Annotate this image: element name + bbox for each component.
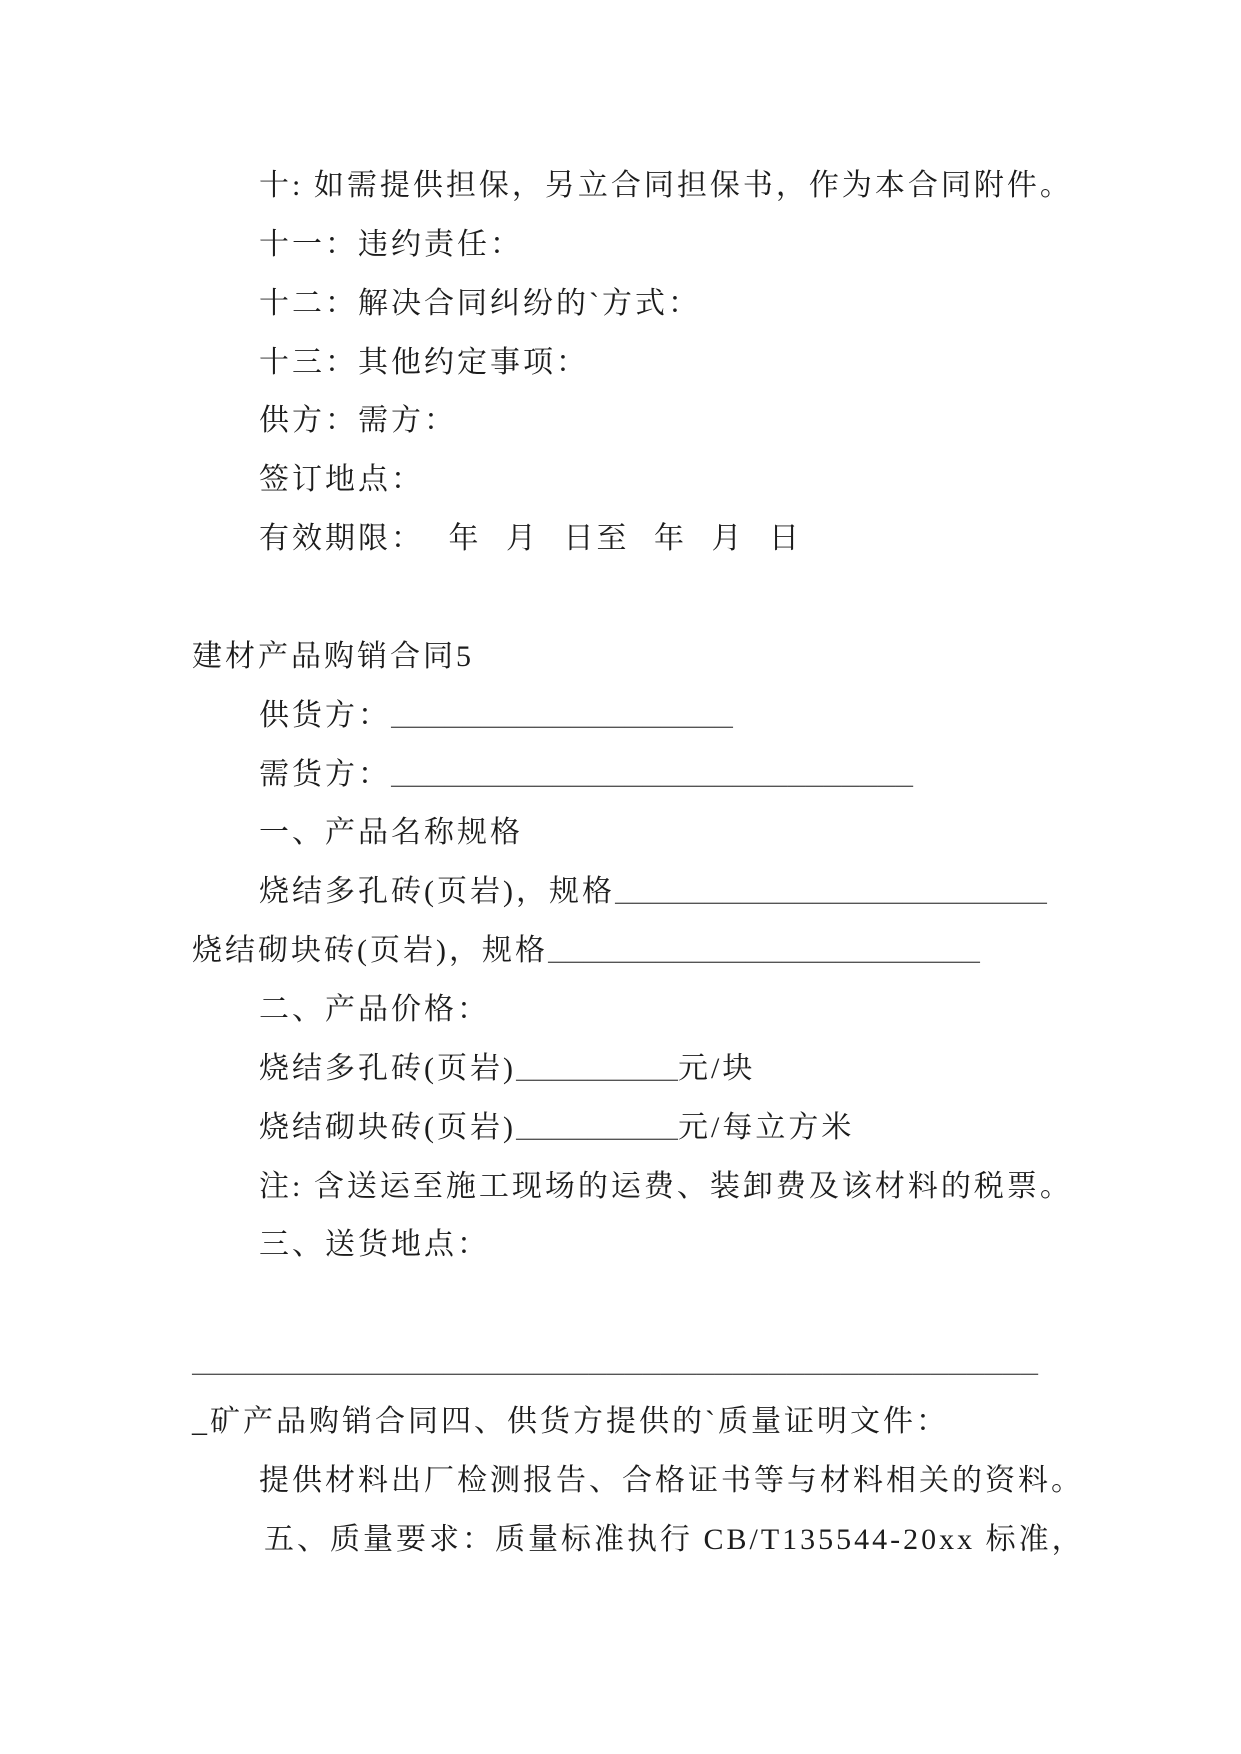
clause-13: 十三：其他约定事项： xyxy=(259,345,589,379)
spec-porous-label: 烧结多孔砖(页岩)，规格 xyxy=(259,875,615,909)
price-block-line xyxy=(0,1099,1241,1158)
quality-docs-line: 提供材料出厂检测报告、合格证书等与材料相关的资料。 xyxy=(259,1463,1084,1497)
buyer-blank: _____________________________ xyxy=(391,759,914,794)
delivery-address-line xyxy=(0,1334,1241,1393)
spec-porous-line xyxy=(0,863,1241,922)
spec-porous-blank: ________________________ xyxy=(614,877,1048,912)
buyer-label: 需货方： xyxy=(259,757,391,791)
spec-block-label: 烧结砌块砖(页岩)，规格 xyxy=(192,934,548,968)
delivery-address-blank: _______________________________________________ xyxy=(192,1348,1039,1383)
price-porous-label: 烧结多孔砖(页岩) xyxy=(259,1051,516,1085)
price-block-unit: 元/每立方米 xyxy=(678,1110,855,1144)
clause-10: 十: 如需提供担保，另立合同担保书，作为本合同附件。 xyxy=(259,169,1073,202)
price-porous-line xyxy=(0,1040,1241,1099)
section-heading-5: 五、质量要求：质量标准执行 CB/T135544-20xx 标准， xyxy=(264,1522,1085,1556)
price-porous-blank: _________ xyxy=(515,1053,679,1088)
document-body xyxy=(0,157,1241,1570)
buyer-line xyxy=(0,746,1241,805)
empty-line xyxy=(0,1275,1241,1334)
price-block-label: 烧结砌块砖(页岩) xyxy=(259,1110,516,1144)
section-heading-1: 一、产品名称规格 xyxy=(259,816,523,850)
price-note: 注: 含送运至施工现场的运费、装卸费及该材料的税票。 xyxy=(259,1169,1073,1203)
contract-title: 建材产品购销合同5 xyxy=(192,639,474,673)
spec-block-blank: ________________________ xyxy=(547,936,981,971)
supplier-label: 供货方： xyxy=(259,698,391,732)
spec-block-line xyxy=(0,922,1241,981)
section-heading-2: 二、产品价格： xyxy=(259,993,490,1027)
section-heading-4: _矿产品购销合同四、供货方提供的`质量证明文件： xyxy=(192,1405,949,1439)
price-porous-unit: 元/块 xyxy=(678,1051,756,1085)
validity-line: 有效期限： 年 月 日至 年 月 日 xyxy=(259,522,802,556)
supplier-blank: ___________________ xyxy=(391,700,734,735)
clause-11: 十一：违约责任： xyxy=(259,227,523,261)
sign-place-line: 签订地点： xyxy=(259,463,424,497)
clause-12: 十二：解决合同纠纷的`方式： xyxy=(259,286,701,320)
supplier-line xyxy=(0,687,1241,746)
empty-line xyxy=(0,569,1241,628)
parties-line: 供方：需方： xyxy=(259,404,457,438)
price-block-blank: _________ xyxy=(515,1112,679,1147)
section-heading-3: 三、送货地点： xyxy=(259,1228,490,1262)
